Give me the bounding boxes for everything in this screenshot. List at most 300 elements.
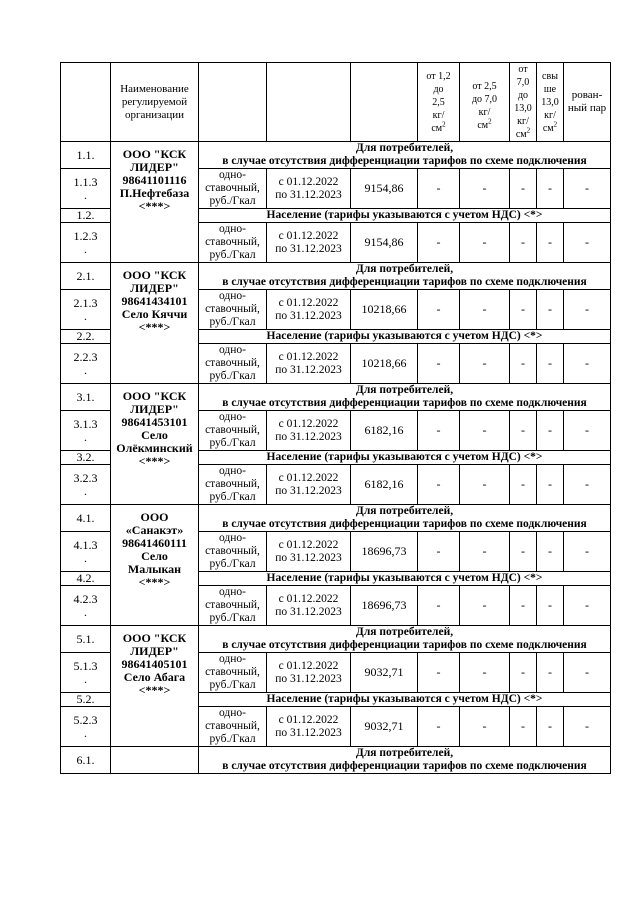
org-name-cell-line: ООО "КСК bbox=[122, 389, 187, 403]
dash-cell bbox=[537, 344, 564, 384]
consumer-heading bbox=[199, 747, 611, 774]
row-number bbox=[61, 384, 111, 411]
org-name-cell-line: Малыкан bbox=[127, 562, 182, 576]
dash-cell-line: - bbox=[482, 302, 487, 316]
row-number-line: 4.1. bbox=[76, 510, 95, 525]
dash-cell bbox=[418, 586, 460, 626]
org-name-cell-line: 98641460111 bbox=[122, 536, 187, 550]
dash-cell bbox=[460, 532, 510, 572]
dash-cell-line: - bbox=[585, 665, 589, 679]
dash-cell bbox=[510, 169, 537, 209]
dash-cell-line: - bbox=[482, 477, 487, 491]
row-number-line: 1.2. bbox=[76, 208, 95, 222]
period-cell-line: с 01.12.2022 bbox=[278, 417, 339, 430]
period-cell-line: по 31.12.2023 bbox=[275, 484, 342, 497]
dash-cell-line: - bbox=[521, 356, 525, 370]
unit-cell bbox=[199, 532, 267, 572]
dash-cell bbox=[537, 223, 564, 263]
dash-cell-line: - bbox=[585, 719, 589, 733]
org-name-cell-line: Село Кяччи bbox=[121, 307, 188, 321]
dash-cell-line: - bbox=[585, 181, 589, 195]
dash-cell-line: - bbox=[585, 356, 589, 370]
unit-cell-line: одно- bbox=[218, 465, 246, 477]
row-number bbox=[61, 465, 111, 505]
dash-cell bbox=[510, 532, 537, 572]
unit-cell-line: одно- bbox=[218, 223, 246, 235]
header-pressure-4: свы ше 13,0 кг/ $см^2$ bbox=[537, 63, 564, 142]
dash-cell-line: - bbox=[436, 423, 441, 437]
org-name-cell-line: Село bbox=[141, 549, 168, 563]
dash-cell bbox=[460, 653, 510, 693]
dash-cell-line: - bbox=[482, 356, 487, 370]
org-name-cell-line: ООО bbox=[140, 510, 169, 524]
dash-cell-line: - bbox=[436, 356, 441, 370]
dash-cell-line: - bbox=[521, 665, 525, 679]
dash-cell bbox=[564, 223, 611, 263]
period-cell-line: с 01.12.2022 bbox=[278, 229, 339, 242]
dash-cell bbox=[537, 465, 564, 505]
price-cell bbox=[351, 223, 418, 263]
unit-cell-line: ставочный, bbox=[205, 303, 260, 315]
unit-cell-line: руб./Гкал bbox=[209, 491, 256, 503]
org-name-cell bbox=[111, 384, 199, 505]
unit-cell-line: руб./Гкал bbox=[209, 612, 256, 624]
period-cell bbox=[267, 707, 351, 747]
org-name-cell-line: ЛИДЕР" bbox=[130, 160, 179, 174]
dash-cell-line: - bbox=[548, 665, 552, 679]
dash-cell bbox=[564, 653, 611, 693]
dash-cell bbox=[510, 290, 537, 330]
dash-cell bbox=[564, 290, 611, 330]
row-number-line: 4.2. bbox=[76, 571, 95, 585]
row-number-line: 2.1. bbox=[76, 268, 95, 283]
population-heading bbox=[199, 209, 611, 223]
dash-cell bbox=[418, 411, 460, 451]
dash-cell bbox=[460, 223, 510, 263]
consumer-heading-line: Для потребителей, bbox=[355, 505, 454, 517]
unit-cell-line: руб./Гкал bbox=[209, 733, 256, 745]
consumer-heading-row bbox=[61, 142, 611, 169]
row-number bbox=[61, 330, 111, 344]
period-cell-line: с 01.12.2022 bbox=[278, 592, 339, 605]
population-heading-line: Население (тарифы указываются с учетом НДС) <*> bbox=[266, 572, 543, 584]
dash-cell-line: - bbox=[548, 477, 552, 491]
org-name-cell-line: <***> bbox=[138, 320, 171, 334]
row-number-line: . bbox=[84, 604, 87, 619]
org-name-cell-line: <***> bbox=[138, 454, 171, 468]
org-name-cell-line: ООО "КСК bbox=[122, 268, 187, 282]
period-cell bbox=[267, 290, 351, 330]
row-number-line: . bbox=[84, 429, 87, 444]
unit-cell bbox=[199, 223, 267, 263]
dash-cell bbox=[564, 707, 611, 747]
unit-cell-line: ставочный, bbox=[205, 357, 260, 369]
dash-cell-line: - bbox=[521, 477, 525, 491]
dash-cell-line: - bbox=[521, 302, 525, 316]
dash-cell-line: - bbox=[585, 544, 589, 558]
dash-cell-line: - bbox=[548, 302, 552, 316]
row-number bbox=[61, 142, 111, 169]
dash-cell-line: - bbox=[482, 719, 487, 733]
dash-cell bbox=[460, 169, 510, 209]
unit-cell-line: одно- bbox=[218, 169, 246, 181]
period-cell-line: с 01.12.2022 bbox=[278, 659, 339, 672]
header-org-cell: Наименование регулируемой организации bbox=[111, 63, 199, 142]
unit-cell-line: ставочный, bbox=[205, 236, 260, 248]
row-number-line: . bbox=[84, 187, 87, 202]
dash-cell-line: - bbox=[436, 665, 441, 679]
row-number-line: 2.2.3 bbox=[73, 349, 98, 364]
dash-cell bbox=[460, 411, 510, 451]
period-cell-line: по 31.12.2023 bbox=[275, 188, 342, 201]
dash-cell bbox=[537, 169, 564, 209]
row-number bbox=[61, 290, 111, 330]
row-number-line: 6.1. bbox=[76, 752, 95, 767]
price-cell bbox=[351, 653, 418, 693]
org-name-cell-line: 98641405101 bbox=[121, 657, 188, 671]
row-number-line: . bbox=[84, 241, 87, 256]
row-number bbox=[61, 263, 111, 290]
price-cell-line: 18696,73 bbox=[361, 598, 407, 612]
dash-cell bbox=[418, 465, 460, 505]
org-name-cell-line: ЛИДЕР" bbox=[130, 644, 179, 658]
org-name-cell-line: <***> bbox=[138, 199, 171, 213]
consumer-heading-row bbox=[61, 747, 611, 774]
dash-cell-line: - bbox=[548, 719, 552, 733]
price-cell-line: 10218,66 bbox=[361, 356, 407, 370]
header-pressure-1: от 1,2 до 2,5 кг/ $см^2$ bbox=[418, 63, 460, 142]
org-name-cell bbox=[111, 626, 199, 747]
dash-cell-line: - bbox=[521, 719, 525, 733]
price-cell-line: 6182,16 bbox=[364, 477, 404, 491]
dash-cell-line: - bbox=[585, 235, 589, 249]
dash-cell bbox=[537, 707, 564, 747]
period-cell-line: по 31.12.2023 bbox=[275, 309, 342, 322]
dash-cell bbox=[418, 707, 460, 747]
period-cell bbox=[267, 465, 351, 505]
org-name-cell bbox=[111, 747, 199, 774]
row-number-line: 1.2.3 bbox=[73, 228, 98, 243]
unit-cell-line: руб./Гкал bbox=[209, 679, 256, 691]
consumer-heading-line: Для потребителей, bbox=[355, 263, 454, 275]
dash-cell-line: - bbox=[585, 302, 589, 316]
dash-cell-line: - bbox=[585, 477, 589, 491]
org-name-cell-line: 98641453101 bbox=[121, 415, 188, 429]
dash-cell-line: - bbox=[521, 544, 525, 558]
unit-cell-line: одно- bbox=[218, 707, 246, 719]
consumer-heading-line: Для потребителей, bbox=[355, 142, 454, 154]
population-heading bbox=[199, 330, 611, 344]
dash-cell-line: - bbox=[436, 544, 441, 558]
dash-cell-line: - bbox=[521, 235, 525, 249]
dash-cell-line: - bbox=[482, 544, 487, 558]
dash-cell bbox=[510, 465, 537, 505]
dash-cell bbox=[510, 223, 537, 263]
price-cell bbox=[351, 411, 418, 451]
dash-cell bbox=[418, 532, 460, 572]
dash-cell bbox=[460, 707, 510, 747]
row-number bbox=[61, 572, 111, 586]
dash-cell-line: - bbox=[436, 235, 441, 249]
period-cell-line: по 31.12.2023 bbox=[275, 726, 342, 739]
header-pressure-2: от 2,5 до 7,0 кг/ $см^2$ bbox=[460, 63, 510, 142]
price-cell bbox=[351, 465, 418, 505]
dash-cell bbox=[460, 586, 510, 626]
price-cell-line: 9032,71 bbox=[364, 665, 404, 679]
unit-cell bbox=[199, 344, 267, 384]
row-number-line: 4.1.3 bbox=[73, 537, 98, 552]
price-cell-line: 18696,73 bbox=[361, 544, 407, 558]
price-cell-line: 10218,66 bbox=[361, 302, 407, 316]
row-number-line: . bbox=[84, 671, 87, 686]
row-number bbox=[61, 626, 111, 653]
period-cell-line: по 31.12.2023 bbox=[275, 551, 342, 564]
unit-cell bbox=[199, 586, 267, 626]
unit-cell-line: ставочный, bbox=[205, 424, 260, 436]
unit-cell bbox=[199, 653, 267, 693]
row-number bbox=[61, 532, 111, 572]
dash-cell bbox=[537, 586, 564, 626]
unit-cell-line: руб./Гкал bbox=[209, 370, 256, 382]
unit-cell-line: руб./Гкал bbox=[209, 437, 256, 449]
period-cell-line: с 01.12.2022 bbox=[278, 713, 339, 726]
dash-cell-line: - bbox=[548, 423, 552, 437]
dash-cell bbox=[510, 586, 537, 626]
dash-cell-line: - bbox=[548, 356, 552, 370]
unit-cell-line: ставочный, bbox=[205, 545, 260, 557]
dash-cell bbox=[460, 465, 510, 505]
consumer-heading-line: Для потребителей, bbox=[355, 747, 454, 759]
dash-cell-line: - bbox=[436, 598, 441, 612]
row-number bbox=[61, 586, 111, 626]
population-heading-line: Население (тарифы указываются с учетом НДС) <*> bbox=[266, 693, 543, 705]
price-cell bbox=[351, 344, 418, 384]
consumer-heading-line: в случае отсутствия дифференциации тарифов по схеме подключения bbox=[222, 397, 587, 409]
period-cell bbox=[267, 169, 351, 209]
row-number bbox=[61, 653, 111, 693]
org-name-cell-line: <***> bbox=[138, 683, 171, 697]
unit-cell-line: руб./Гкал bbox=[209, 195, 256, 207]
header-number-cell bbox=[61, 63, 111, 142]
population-heading bbox=[199, 572, 611, 586]
dash-cell-line: - bbox=[436, 477, 441, 491]
dash-cell-line: - bbox=[548, 181, 552, 195]
row-number bbox=[61, 169, 111, 209]
period-cell-line: с 01.12.2022 bbox=[278, 296, 339, 309]
period-cell bbox=[267, 586, 351, 626]
unit-cell-line: одно- bbox=[218, 344, 246, 356]
header-price-cell bbox=[351, 63, 418, 142]
dash-cell-line: - bbox=[548, 235, 552, 249]
period-cell bbox=[267, 344, 351, 384]
row-number-line: 3.2. bbox=[76, 450, 95, 464]
unit-cell-line: одно- bbox=[218, 411, 246, 423]
consumer-heading bbox=[199, 263, 611, 290]
dash-cell-line: - bbox=[585, 598, 589, 612]
row-number bbox=[61, 693, 111, 707]
dash-cell bbox=[564, 169, 611, 209]
unit-cell-line: ставочный, bbox=[205, 182, 260, 194]
unit-cell bbox=[199, 707, 267, 747]
dash-cell bbox=[537, 532, 564, 572]
dash-cell-line: - bbox=[548, 598, 552, 612]
row-number-line: 2.1.3 bbox=[73, 295, 98, 310]
row-number bbox=[61, 707, 111, 747]
row-number-line: . bbox=[84, 550, 87, 565]
header-pressure-3: от 7,0 до 13,0 кг/ $см^2$ bbox=[510, 63, 537, 142]
unit-cell bbox=[199, 169, 267, 209]
period-cell-line: по 31.12.2023 bbox=[275, 242, 342, 255]
dash-cell-line: - bbox=[436, 181, 441, 195]
price-cell bbox=[351, 586, 418, 626]
unit-cell-line: одно- bbox=[218, 653, 246, 665]
consumer-heading-row bbox=[61, 263, 611, 290]
consumer-heading-line: в случае отсутствия дифференциации тарифов по схеме подключения bbox=[222, 639, 587, 651]
consumer-heading-row bbox=[61, 384, 611, 411]
dash-cell bbox=[418, 290, 460, 330]
dash-cell-line: - bbox=[482, 181, 487, 195]
dash-cell-line: - bbox=[436, 719, 441, 733]
period-cell-line: с 01.12.2022 bbox=[278, 175, 339, 188]
org-name-cell-line: Олёкминский bbox=[116, 441, 193, 455]
unit-cell bbox=[199, 465, 267, 505]
unit-cell-line: одно- bbox=[218, 532, 246, 544]
price-cell bbox=[351, 707, 418, 747]
period-cell bbox=[267, 223, 351, 263]
consumer-heading-row bbox=[61, 505, 611, 532]
price-cell bbox=[351, 532, 418, 572]
row-number-line: . bbox=[84, 362, 87, 377]
org-name-cell-line: ООО "КСК bbox=[122, 147, 187, 161]
dash-cell-line: - bbox=[585, 423, 589, 437]
period-cell-line: по 31.12.2023 bbox=[275, 363, 342, 376]
consumer-heading-line: в случае отсутствия дифференциации тарифов по схеме подключения bbox=[222, 155, 587, 167]
period-cell-line: с 01.12.2022 bbox=[278, 471, 339, 484]
org-name-cell-line: ООО "КСК bbox=[122, 631, 187, 645]
org-name-cell-line: 98641101116 bbox=[122, 173, 187, 187]
dash-cell-line: - bbox=[548, 544, 552, 558]
row-number-line: 1.1.3 bbox=[73, 174, 98, 189]
period-cell-line: по 31.12.2023 bbox=[275, 605, 342, 618]
org-name-cell-line: 98641434101 bbox=[121, 294, 188, 308]
row-number-line: 5.1.3 bbox=[73, 658, 98, 673]
consumer-heading bbox=[199, 384, 611, 411]
row-number-line: 5.2.3 bbox=[73, 712, 98, 727]
period-cell bbox=[267, 532, 351, 572]
dash-cell bbox=[564, 532, 611, 572]
row-number-line: 1.1. bbox=[76, 147, 95, 162]
unit-cell-line: руб./Гкал bbox=[209, 558, 256, 570]
dash-cell-line: - bbox=[482, 423, 487, 437]
row-number bbox=[61, 451, 111, 465]
period-cell-line: с 01.12.2022 bbox=[278, 350, 339, 363]
price-cell-line: 9032,71 bbox=[364, 719, 404, 733]
dash-cell bbox=[460, 344, 510, 384]
dash-cell-line: - bbox=[521, 423, 525, 437]
dash-cell-line: - bbox=[482, 665, 487, 679]
price-cell bbox=[351, 290, 418, 330]
unit-cell-line: одно- bbox=[218, 290, 246, 302]
org-name-cell bbox=[111, 142, 199, 263]
dash-cell-line: - bbox=[482, 235, 487, 249]
period-cell-line: с 01.12.2022 bbox=[278, 538, 339, 551]
row-number bbox=[61, 209, 111, 223]
header-unit-cell bbox=[199, 63, 267, 142]
consumer-heading bbox=[199, 626, 611, 653]
dash-cell bbox=[510, 653, 537, 693]
row-number-line: 5.2. bbox=[76, 692, 95, 706]
dash-cell bbox=[510, 411, 537, 451]
row-number bbox=[61, 747, 111, 774]
population-heading-line: Население (тарифы указываются с учетом НДС) <*> bbox=[266, 330, 543, 342]
unit-cell-line: одно- bbox=[218, 586, 246, 598]
period-cell bbox=[267, 653, 351, 693]
unit-cell-line: ставочный, bbox=[205, 599, 260, 611]
dash-cell bbox=[510, 344, 537, 384]
dash-cell bbox=[537, 411, 564, 451]
unit-cell bbox=[199, 290, 267, 330]
dash-cell-line: - bbox=[521, 181, 525, 195]
consumer-heading-line: в случае отсутствия дифференциации тарифов по схеме подключения bbox=[222, 276, 587, 288]
dash-cell bbox=[510, 707, 537, 747]
consumer-heading-line: Для потребителей, bbox=[355, 626, 454, 638]
row-number bbox=[61, 411, 111, 451]
dash-cell bbox=[418, 344, 460, 384]
dash-cell-line: - bbox=[436, 302, 441, 316]
population-heading bbox=[199, 693, 611, 707]
dash-cell bbox=[564, 586, 611, 626]
unit-cell-line: ставочный, bbox=[205, 478, 260, 490]
consumer-heading bbox=[199, 505, 611, 532]
dash-cell bbox=[537, 290, 564, 330]
row-number-line: 5.1. bbox=[76, 631, 95, 646]
org-name-cell-line: ЛИДЕР" bbox=[130, 281, 179, 295]
dash-cell bbox=[564, 411, 611, 451]
org-name-cell bbox=[111, 263, 199, 384]
period-cell-line: по 31.12.2023 bbox=[275, 430, 342, 443]
row-number-line: 3.1. bbox=[76, 389, 95, 404]
period-cell bbox=[267, 411, 351, 451]
tariff-table bbox=[60, 62, 611, 774]
price-cell bbox=[351, 169, 418, 209]
price-cell-line: 9154,86 bbox=[364, 235, 404, 249]
population-heading-line: Население (тарифы указываются с учетом НДС) <*> bbox=[266, 451, 543, 463]
org-name-cell-line: Село bbox=[141, 428, 168, 442]
row-number bbox=[61, 344, 111, 384]
unit-cell bbox=[199, 411, 267, 451]
unit-cell-line: руб./Гкал bbox=[209, 249, 256, 261]
row-number-line: 2.2. bbox=[76, 329, 95, 343]
header-period-cell bbox=[267, 63, 351, 142]
row-number-line: 3.1.3 bbox=[73, 416, 98, 431]
population-heading-line: Население (тарифы указываются с учетом НДС) <*> bbox=[266, 209, 543, 221]
row-number bbox=[61, 223, 111, 263]
dash-cell-line: - bbox=[482, 598, 487, 612]
dash-cell bbox=[418, 169, 460, 209]
org-name-cell-line: ЛИДЕР" bbox=[130, 402, 179, 416]
org-name-cell-line: <***> bbox=[138, 575, 171, 589]
dash-cell bbox=[460, 290, 510, 330]
header-row bbox=[61, 63, 611, 142]
population-heading bbox=[199, 451, 611, 465]
row-number-line: 3.2.3 bbox=[73, 470, 98, 485]
org-name-cell-line: Село Абага bbox=[123, 670, 186, 684]
price-cell-line: 6182,16 bbox=[364, 423, 404, 437]
unit-cell-line: ставочный, bbox=[205, 720, 260, 732]
unit-cell-line: ставочный, bbox=[205, 666, 260, 678]
row-number bbox=[61, 505, 111, 532]
header-steam: рован- ный пар bbox=[564, 63, 611, 142]
